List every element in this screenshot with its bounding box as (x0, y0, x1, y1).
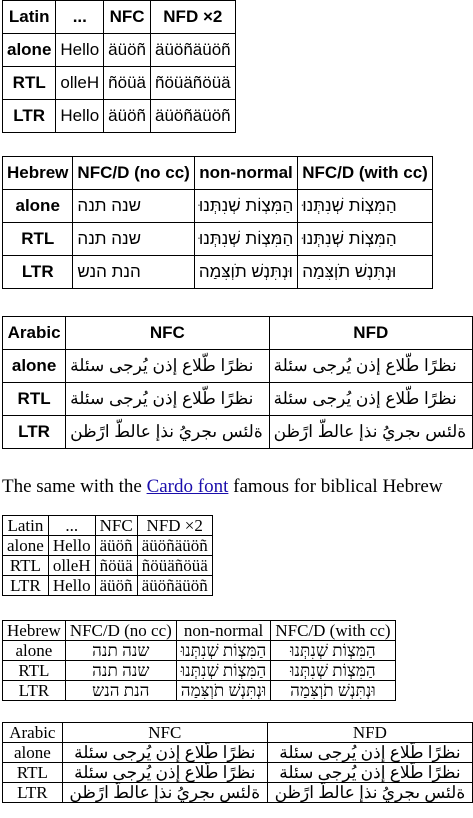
header-non-normal: non-normal (176, 621, 271, 641)
row-label: LTR (3, 256, 73, 289)
table-cell: וּנְתִּנְשׁ תֹוְצִּמַה (194, 256, 297, 289)
header-latin: Latin (3, 516, 49, 536)
table-cell: نظرًا طّلاع إذن يُرجى سئلة (66, 350, 269, 383)
table-cell: הנת הנש (65, 681, 176, 701)
table-cell: וּנְתִּנְשׁ תֹוְצִּמַה (298, 256, 433, 289)
cardo-font-link[interactable]: Cardo font (146, 476, 229, 497)
header-nfcd-with-cc: NFC/D (with cc) (298, 157, 433, 190)
table-cell: نظرًا طّلاع إذن يُرجى سئلة (269, 416, 472, 449)
sentence-after: famous for biblical Hebrew (228, 476, 443, 497)
table-cell: نظرًا طّلاع إذن يُرجى سئلة (267, 783, 472, 803)
table-cell: äüöñäüöñ (137, 576, 212, 596)
row-label: RTL (3, 556, 49, 576)
table-cell: نظرًا طّلاع إذن يُرجى سئلة (267, 763, 472, 783)
row-label: RTL (3, 661, 66, 681)
row-label: LTR (3, 416, 66, 449)
table-cell: שנה תנה (65, 641, 176, 661)
table-cell: וּנְתִּנְשׁ תֹוְצִּמַה (176, 681, 271, 701)
table-cell: הַמִּצְוֹת שְׁנִתְּנוּ (271, 661, 395, 681)
table-cell: הַמִּצְוֹת שְׁנִתְּנוּ (298, 223, 433, 256)
table-cell: äüöñ (104, 34, 151, 67)
row-label: RTL (3, 763, 63, 783)
header-hebrew: Hebrew (3, 621, 66, 641)
table-cell: نظرًا طّلاع إذن يُرجى سئلة (269, 383, 472, 416)
table-row (3, 763, 473, 783)
table-row (3, 743, 473, 763)
table-cell: Hello (48, 536, 95, 556)
table-cell: וּנְתִּנְשׁ תֹוְצִּמַה (271, 681, 395, 701)
row-label: RTL (3, 383, 66, 416)
row-label: LTR (3, 100, 56, 133)
header-nfcd-no-cc: NFC/D (no cc) (65, 621, 176, 641)
row-label: alone (3, 34, 56, 67)
header-non-normal: non-normal (194, 157, 297, 190)
table-cell: שנה תנה (65, 661, 176, 681)
table-cell: نظرًا طّلاع إذن يُرجى سئلة (267, 743, 472, 763)
table-cell: שנה תנה (73, 223, 194, 256)
table-cell: نظرًا طّلاع إذن يُرجى سئلة (269, 350, 472, 383)
table-cell: äüöñäüöñ (137, 536, 212, 556)
row-label: alone (3, 743, 63, 763)
table-cell: äüöñ (104, 100, 151, 133)
header-ellipsis: ... (56, 1, 104, 34)
table-cell: הנת הנש (73, 256, 194, 289)
header-nfd-x2: NFD ×2 (150, 1, 235, 34)
header-arabic: Arabic (3, 723, 63, 743)
header-nfcd-with-cc: NFC/D (with cc) (271, 621, 395, 641)
sentence-before: The same with the (2, 476, 147, 497)
row-label: alone (3, 641, 66, 661)
table-cell: הַמִּצְוֹת שְׁנִתְּנוּ (298, 190, 433, 223)
header-hebrew: Hebrew (3, 157, 73, 190)
header-ellipsis: ... (48, 516, 95, 536)
table-cell: نظرًا طّلاع إذن يُرجى سئلة (62, 763, 267, 783)
table-cell: äüöñäüöñ (150, 100, 235, 133)
table-cell: ñöüäñöüä (137, 556, 212, 576)
table-cell: äüöñ (95, 576, 137, 596)
table-cell: Hello (48, 576, 95, 596)
row-label: LTR (3, 576, 49, 596)
header-nfd-x2: NFD ×2 (137, 516, 212, 536)
row-label: RTL (3, 223, 73, 256)
table-cell: הַמִּצְוֹת שְׁנִתְּנוּ (271, 641, 395, 661)
arabic-table-cardo (2, 722, 473, 803)
header-nfd: NFD (269, 317, 472, 350)
header-nfcd-no-cc: NFC/D (no cc) (73, 157, 194, 190)
header-nfd: NFD (267, 723, 472, 743)
table-cell: äüöñ (95, 536, 137, 556)
table-cell: olleH (56, 67, 104, 100)
table-cell: olleH (48, 556, 95, 576)
table-cell: הַמִּצְוֹת שְׁנִתְּנוּ (194, 223, 297, 256)
table-cell: שנה תנה (73, 190, 194, 223)
table-cell: הַמִּצְוֹת שְׁנִתְּנוּ (176, 661, 271, 681)
table-cell: ñöüä (95, 556, 137, 576)
header-nfc: NFC (62, 723, 267, 743)
header-nfc: NFC (104, 1, 151, 34)
table-cell: نظرًا طّلاع إذن يُرجى سئلة (66, 416, 269, 449)
row-label: LTR (3, 783, 63, 803)
row-label: alone (3, 536, 49, 556)
table-cell: نظرًا طّلاع إذن يُرجى سئلة (62, 743, 267, 763)
row-label: alone (3, 190, 73, 223)
table-cell: Hello (56, 100, 104, 133)
table-row (3, 783, 473, 803)
table-cell: نظرًا طّلاع إذن يُرجى سئلة (62, 783, 267, 803)
table-cell: Hello (56, 34, 104, 67)
row-label: alone (3, 350, 66, 383)
table-cell: ñöüä (104, 67, 151, 100)
table-cell: نظرًا طّلاع إذن يُرجى سئلة (66, 383, 269, 416)
table-cell: äüöñäüöñ (150, 34, 235, 67)
table-cell: הַמִּצְוֹת שְׁנִתְּנוּ (194, 190, 297, 223)
header-nfc: NFC (95, 516, 137, 536)
header-arabic: Arabic (3, 317, 66, 350)
header-nfc: NFC (66, 317, 269, 350)
row-label: RTL (3, 67, 56, 100)
header-latin: Latin (3, 1, 56, 34)
table-cell: ñöüäñöüä (150, 67, 235, 100)
row-label: LTR (3, 681, 66, 701)
table-cell: הַמִּצְוֹת שְׁנִתְּנוּ (176, 641, 271, 661)
